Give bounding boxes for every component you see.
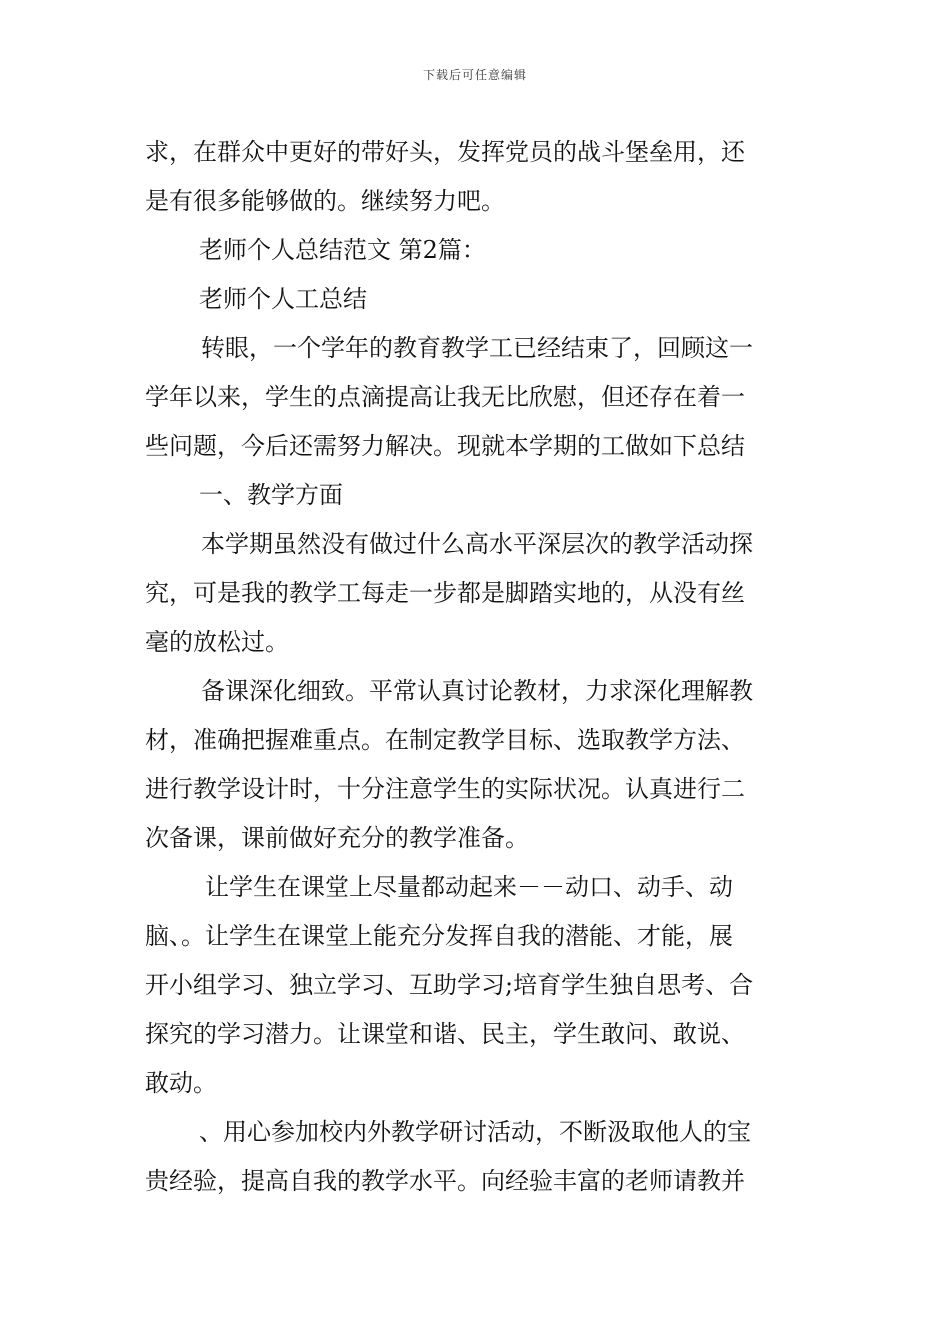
body-line: 让学生在课堂上尽量都动起来－－动口、动手、动 <box>205 873 733 901</box>
body-line: 贵经验，提高自我的教学水平。向经验丰富的老师请教并 <box>145 1167 745 1195</box>
subsection-heading: 一、教学方面 <box>199 481 343 509</box>
article-title: 老师个人工总结 <box>199 285 367 313</box>
body-line: 备课深化细致。平常认真讨论教材，力求深化理解教 <box>201 677 753 705</box>
document-body <box>145 128 810 1206</box>
page-header: 下载后可任意编辑 <box>422 68 527 82</box>
body-line: 求，在群众中更好的带好头，发挥党员的战斗堡垒用，还 <box>145 138 745 166</box>
body-line: 开小组学习、独立学习、互助学习;培育学生独自思考、合 <box>145 971 754 999</box>
body-line: 本学期虽然没有做过什么高水平深层次的教学活动探 <box>201 530 753 558</box>
body-line: 毫的放松过。 <box>145 628 289 656</box>
body-line: 探究的学习潜力。让课堂和谐、民主，学生敢问、敢说、 <box>145 1020 745 1048</box>
section-title: 老师个人总结范文 第2篇： <box>199 236 486 264</box>
body-line: 、用心参加校内外教学研讨活动，不断汲取他人的宝 <box>199 1118 751 1146</box>
body-line: 材，准确把握难重点。在制定教学目标、选取教学方法、 <box>145 726 745 754</box>
body-line: 次备课，课前做好充分的教学准备。 <box>145 824 529 852</box>
body-line: 敢动。 <box>145 1069 217 1097</box>
body-line: 究，可是我的教学工每走一步都是脚踏实地的，从没有丝 <box>145 579 745 607</box>
body-line: 转眼，一个学年的教育教学工已经结束了，回顾这一 <box>201 334 753 362</box>
body-line: 进行教学设计时，十分注意学生的实际状况。认真进行二 <box>145 775 745 803</box>
body-line: 脑、。让学生在课堂上能充分发挥自我的潜能、才能，展 <box>145 922 733 950</box>
body-line: 学年以来，学生的点滴提高让我无比欣慰，但还存在着一 <box>145 383 745 411</box>
body-line: 是有很多能够做的。继续努力吧。 <box>145 187 505 215</box>
body-line: 些问题，今后还需努力解决。现就本学期的工做如下总结 <box>145 432 745 460</box>
